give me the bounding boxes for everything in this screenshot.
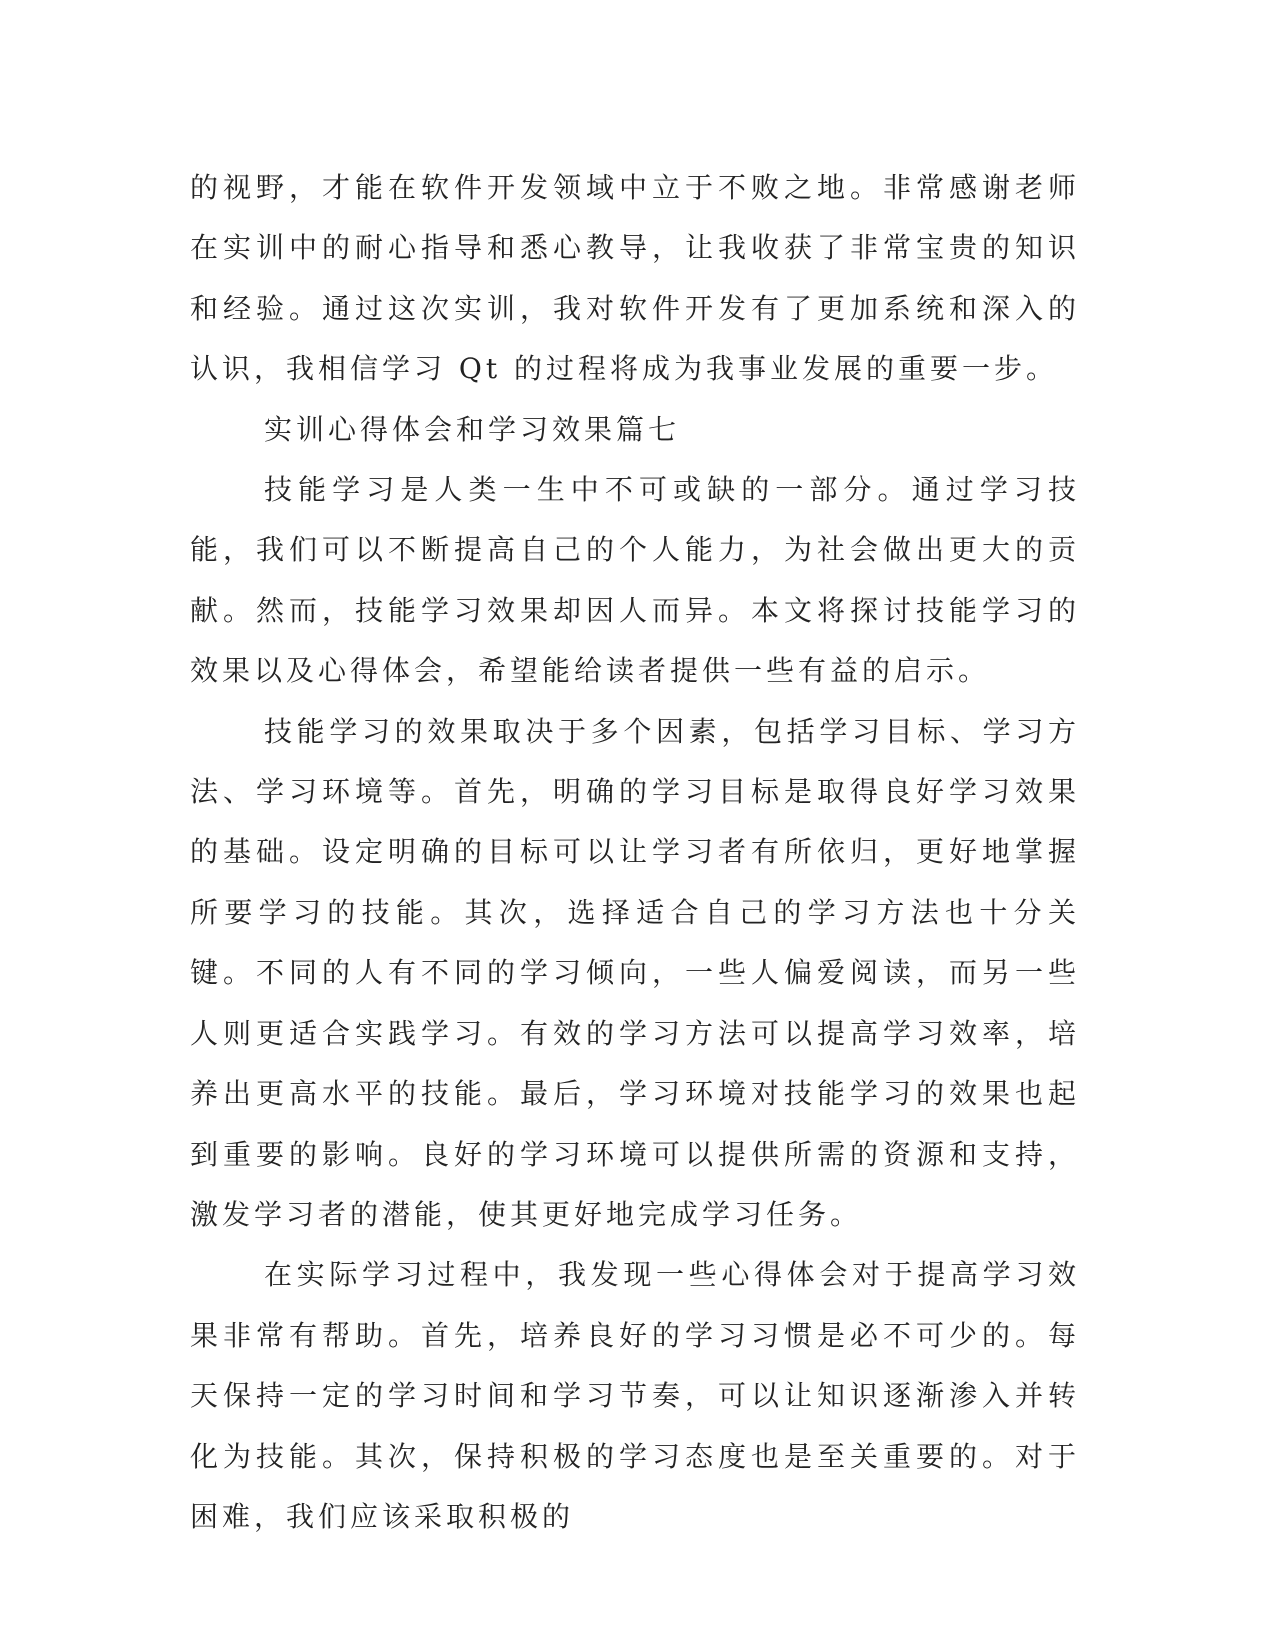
paragraph-continuation: 的视野，才能在软件开发领域中立于不败之地。非常感谢老师在实训中的耐心指导和悉心教导，让我收获了非常宝贵的知识和经验。通过这次实训，我对软件开发有了更加系统和深入的认识，我相信学习 Qt 的过程将成为我事业发展的重要一步。 (190, 171, 1080, 386)
paragraph-factors: 技能学习的效果取决于多个因素，包括学习目标、学习方法、学习环境等。首先，明确的学习目标是取得良好学习效果的基础。设定明确的目标可以让学习者有所依归，更好地掌握所要学习的技能。其次，选择适合自己的学习方法也十分关键。不同的人有不同的学习倾向，一些人偏爱阅读，而另一些人则更适合实践学习。有效的学习方法可以提高学习效率，培养出更高水平的技能。最后，学习环境对技能学习的效果也起到重要的影响。良好的学习环境可以提供所需的资源和支持，激发学习者的潜能，使其更好地完成学习任务。 (190, 714, 1080, 1231)
document-body (190, 158, 1080, 1547)
paragraph-intro: 技能学习是人类一生中不可或缺的一部分。通过学习技能，我们可以不断提高自己的个人能力，为社会做出更大的贡献。然而，技能学习效果却因人而异。本文将探讨技能学习的效果以及心得体会，希望能给读者提供一些有益的启示。 (190, 473, 1080, 688)
paragraph-experience: 在实际学习过程中，我发现一些心得体会对于提高学习效果非常有帮助。首先，培养良好的学习习惯是必不可少的。每天保持一定的学习时间和学习节奏，可以让知识逐渐渗入并转化为技能。其次，保持积极的学习态度也是至关重要的。对于困难，我们应该采取积极的 (190, 1258, 1080, 1533)
section-heading: 实训心得体会和学习效果篇七 (264, 412, 681, 446)
